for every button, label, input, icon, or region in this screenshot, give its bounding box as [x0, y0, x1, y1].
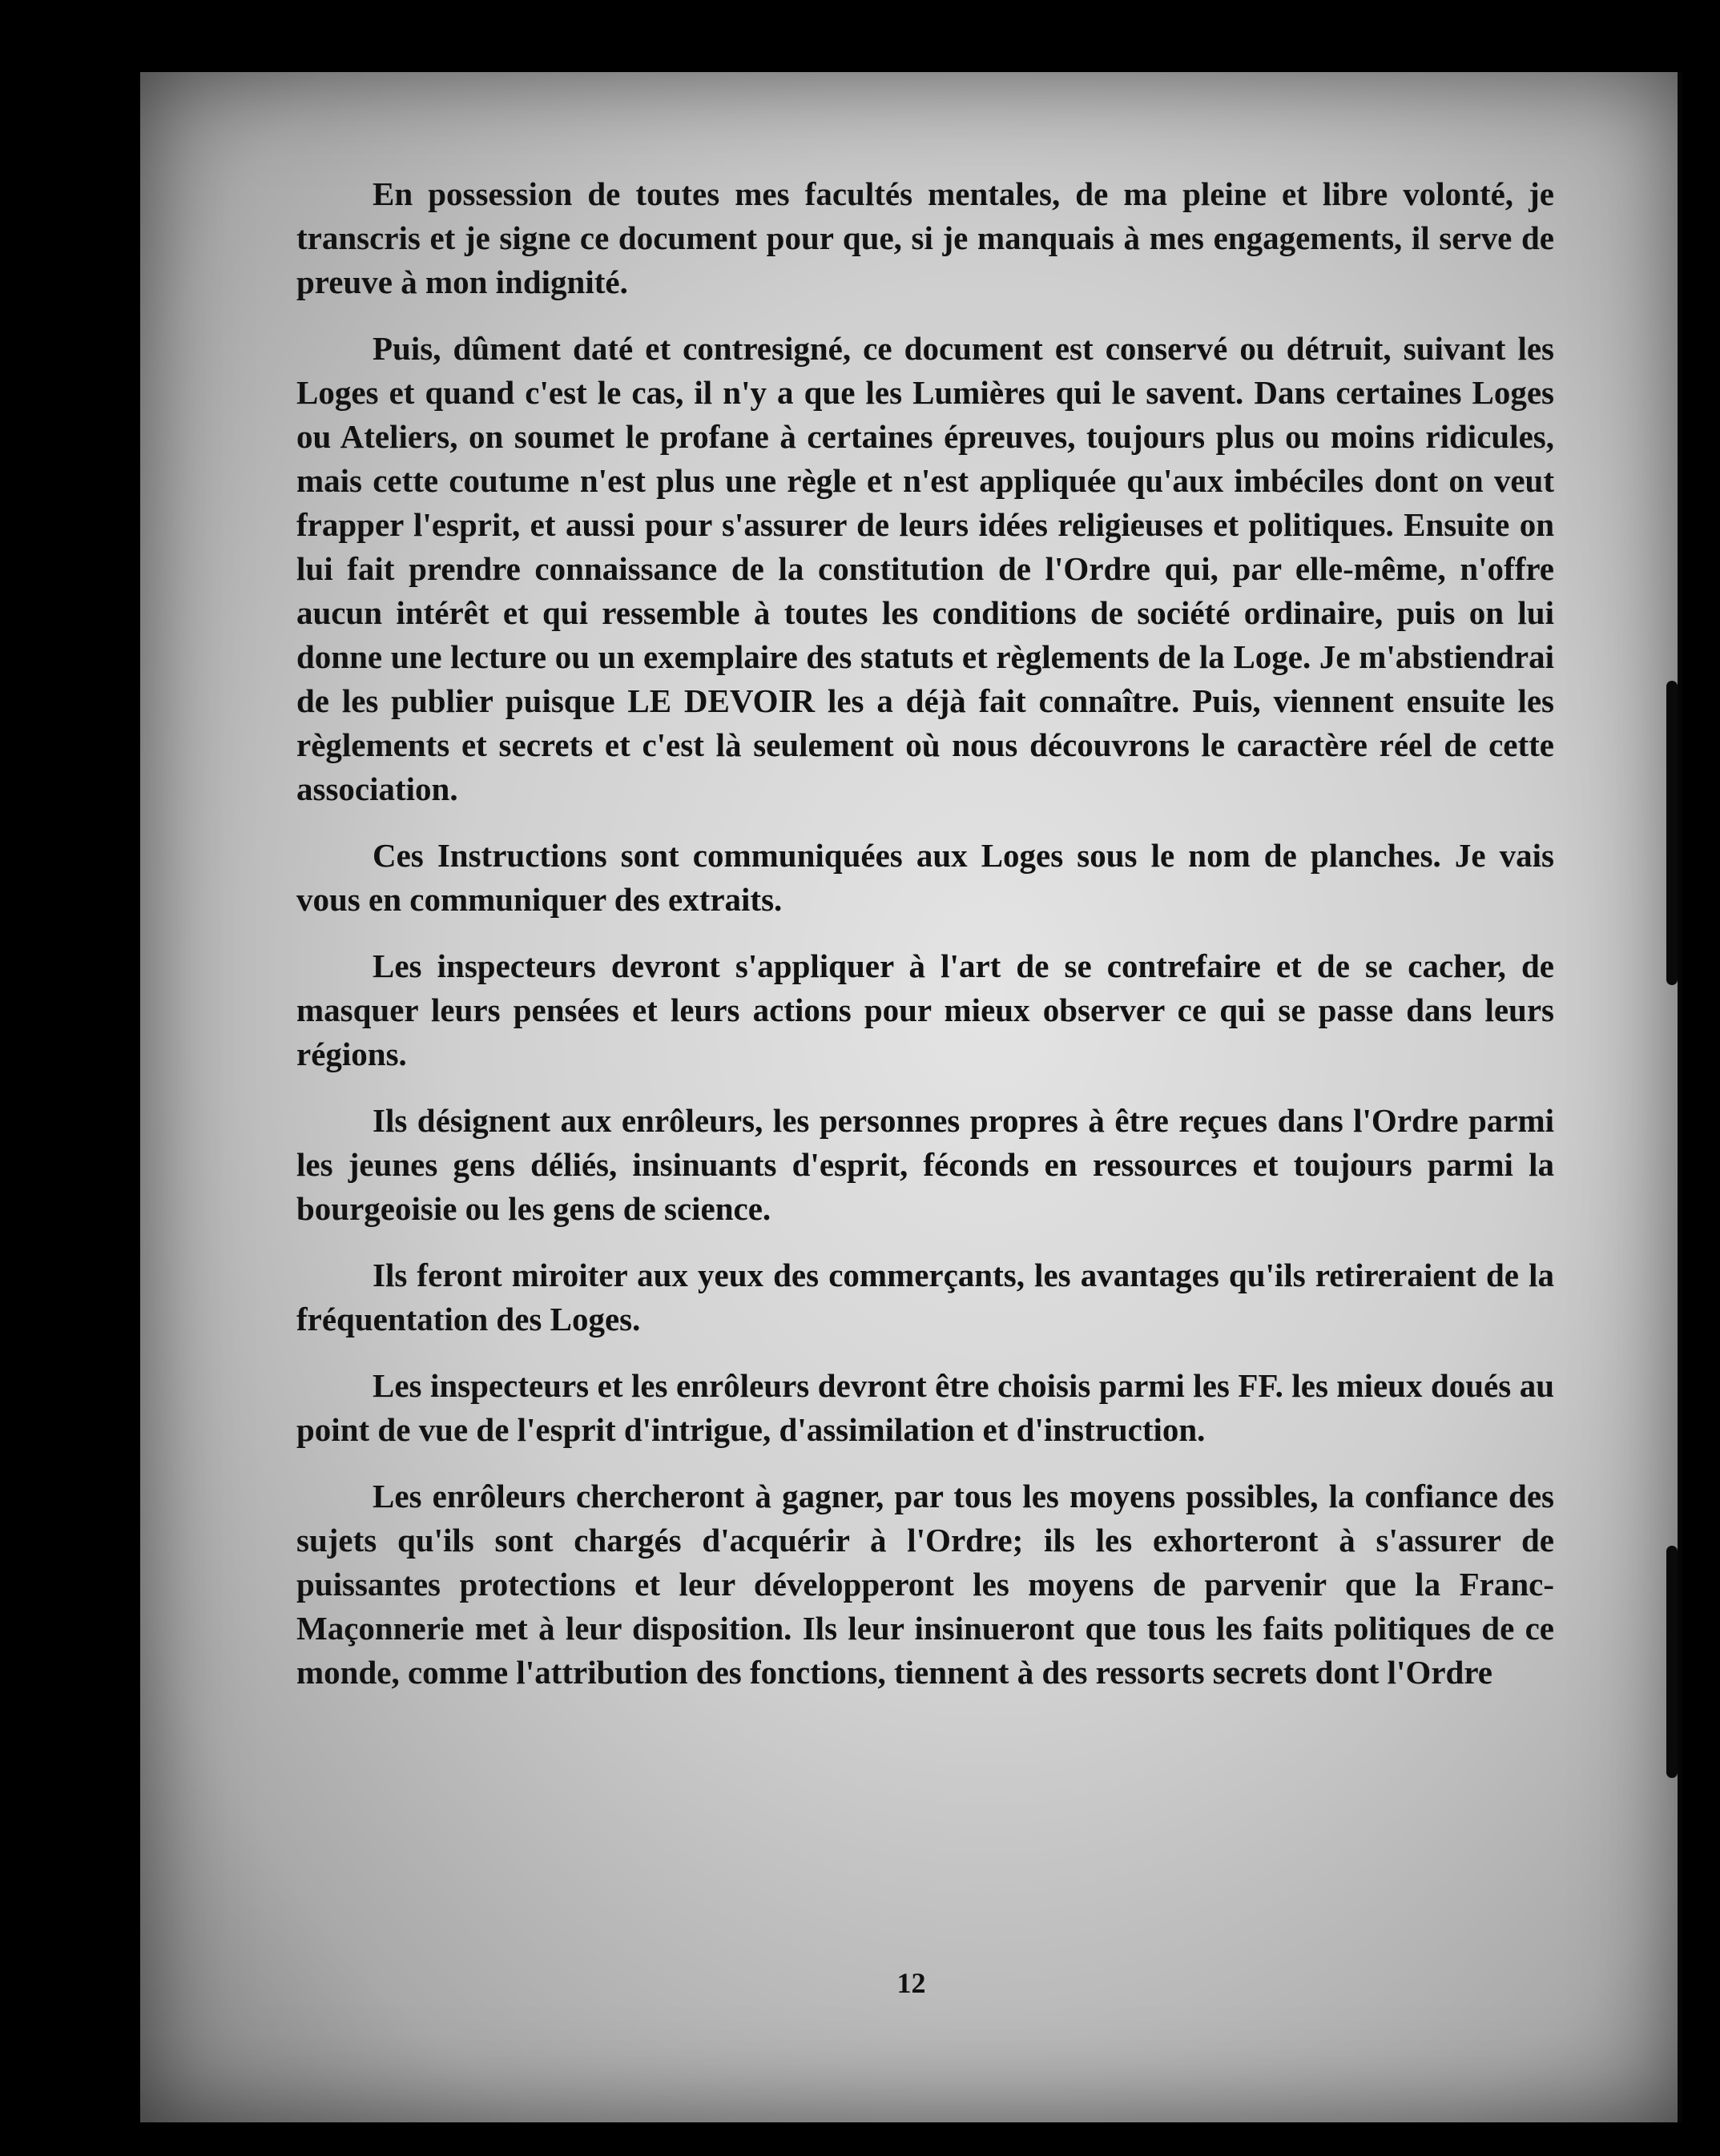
paragraph: Ils désignent aux enrôleurs, les personnes propres à être reçues dans l'Ordre parmi les jeunes gens déliés, insinuants d'esprit, féconds en ressources et toujours parmi la bourgeoisie ou les gens de science.	[296, 1102, 1554, 1227]
scanned-page	[140, 72, 1682, 2122]
paragraph: Ils feront miroiter aux yeux des commerçants, les avantages qu'ils retireraient de la fréquentation des Loges.	[296, 1257, 1554, 1337]
paragraph: Puis, dûment daté et contresigné, ce document est conservé ou détruit, suivant les Loges et quand c'est le cas, il n'y a que les Lumières qui le savent. Dans certaines Loges ou Ateliers, on soumet le profane à certaines épreuves, toujours plus ou moins ridicules, mais cette coutume n'est plus une règle et n'est appliquée qu'aux imbéciles dont on veut frapper l'esprit, et aussi pour s'assurer de leurs idées religieuses et politiques. Ensuite on lui fait prendre connaissance de la constitution de l'Ordre qui, par elle-même, n'offre aucun intérêt et qui ressemble à toutes les conditions de société ordinaire, puis on lui donne une lecture ou un exemplaire des statuts et règlements de la Loge. Je m'abstiendrai de les publier puisque LE DEVOIR les a déjà fait connaître. Puis, viennent ensuite les règlements et secrets et c'est là seulement où nous découvrons le caractère réel de cette association.	[296, 330, 1554, 807]
paragraph: Les enrôleurs chercheront à gagner, par tous les moyens possibles, la confiance des sujets qu'ils sont chargés d'acquérir à l'Ordre; ils les exhorteront à s'assurer de puissantes protections et leur développeront les moyens de parvenir que la Franc-Maçonnerie met à leur disposition. Ils leur insinueront que tous les faits politiques de ce monde, comme l'attribution des fonctions, tiennent à des ressorts secrets dont l'Ordre	[296, 1478, 1554, 1691]
paragraph: Ces Instructions sont communiquées aux Loges sous le nom de planches. Je vais vous en communiquer des extraits.	[296, 837, 1554, 918]
page-edge	[1678, 72, 1682, 2122]
paragraph: Les inspecteurs devront s'appliquer à l'art de se contrefaire et de se cacher, de masquer leurs pensées et leurs actions pour mieux observer ce qui se passe dans leurs régions.	[296, 947, 1554, 1072]
binding-mark	[1666, 1546, 1678, 1778]
body-text	[296, 172, 1554, 1717]
page-number: 12	[896, 1967, 926, 1999]
binding-mark	[1666, 681, 1678, 985]
paragraph: En possession de toutes mes facultés mentales, de ma pleine et libre volonté, je transcris et je signe ce document pour que, si je manquais à mes engagements, il serve de preuve à mon indignité.	[296, 175, 1554, 300]
paragraph: Les inspecteurs et les enrôleurs devront être choisis parmi les FF. les mieux doués au point de vue de l'esprit d'intrigue, d'assimilation et d'instruction.	[296, 1367, 1554, 1448]
